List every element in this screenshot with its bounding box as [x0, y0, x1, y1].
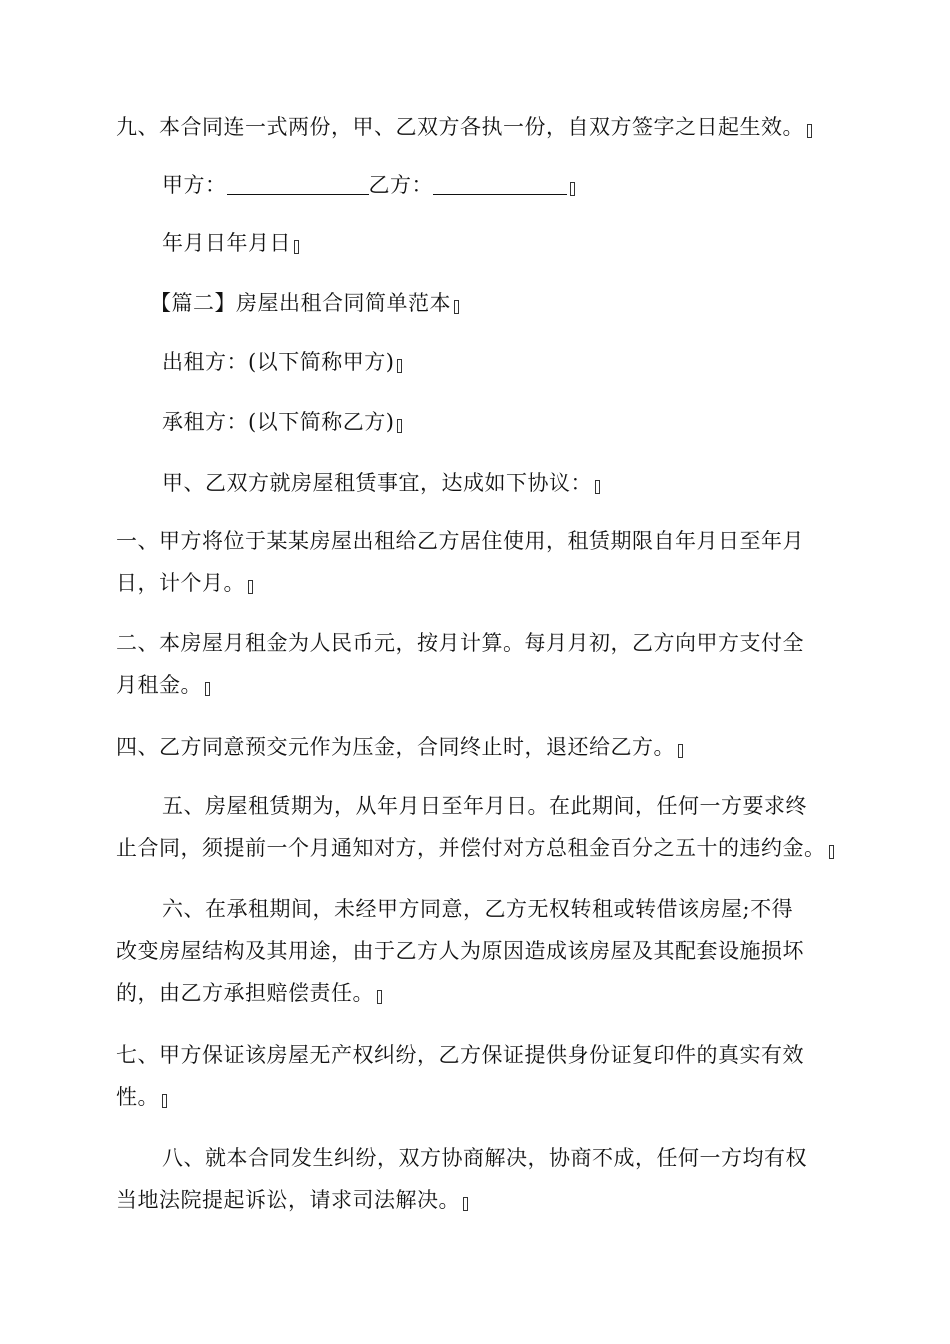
lessor-line [162, 341, 898, 383]
clause-7-line-2: 性。 [116, 1085, 159, 1109]
section-title [150, 282, 886, 324]
signature-date [162, 222, 898, 264]
clause-5-line-2: 止合同，须提前一个月通知对方，并偿付对方总租金百分之五十的违约金。 [116, 836, 826, 860]
paragraph-mark-icon [397, 359, 402, 373]
paragraph-mark-icon [829, 845, 834, 859]
intro-text: 甲、乙双方就房屋租赁事宜，达成如下协议： [162, 471, 592, 495]
clause-5-line-1: 五、房屋租赁期为，从年月日至年月日。在此期间，任何一方要求终 [162, 794, 807, 818]
clause-8-line-2: 当地法院提起诉讼，请求司法解决。 [116, 1188, 460, 1212]
clause-1-line-2: 日，计个月。 [116, 571, 245, 595]
lessor-text: 出租方：(以下简称甲方) [162, 350, 395, 374]
clause-8-line-1: 八、就本合同发生纠纷，双方协商解决，协商不成，任何一方均有权 [162, 1146, 807, 1170]
clause-2 [116, 622, 852, 706]
paragraph-mark-icon [678, 744, 683, 758]
paragraph-mark-icon [807, 124, 812, 138]
clause-4-text: 四、乙方同意预交元作为压金，合同终止时，退还给乙方。 [116, 735, 675, 759]
lessee-text: 承租方：(以下简称乙方) [162, 410, 395, 434]
intro-line [162, 462, 898, 504]
clause-5 [116, 785, 852, 869]
paragraph-mark-icon [162, 1094, 167, 1108]
paragraph-mark-icon [294, 240, 299, 254]
clause-6-line-1: 六、在承租期间，未经甲方同意，乙方无权转租或转借该房屋;不得 [162, 897, 794, 921]
signature-line [162, 164, 898, 206]
clause-1 [116, 520, 852, 604]
party-a-label: 甲方： [162, 173, 227, 197]
paragraph-mark-icon [205, 682, 210, 696]
paragraph-mark-icon [377, 990, 382, 1004]
clause-1-line-1: 一、甲方将位于某某房屋出租给乙方居住使用，租赁期限自年月日至年月 [116, 529, 804, 553]
party-b-signature-blank [433, 174, 567, 195]
clause-6-line-3: 的，由乙方承担赔偿责任。 [116, 981, 374, 1005]
paragraph-mark-icon [463, 1197, 468, 1211]
party-a-signature-blank [227, 174, 369, 195]
paragraph-mark-icon [570, 182, 575, 196]
clause-9 [116, 106, 852, 148]
clause-2-line-2: 月租金。 [116, 673, 202, 697]
clause-7-line-1: 七、甲方保证该房屋无产权纠纷，乙方保证提供身份证复印件的真实有效 [116, 1043, 804, 1067]
clause-7 [116, 1034, 852, 1118]
clause-4 [116, 726, 852, 768]
party-b-label: 乙方： [368, 173, 433, 197]
paragraph-mark-icon [248, 580, 253, 594]
paragraph-mark-icon [595, 480, 600, 494]
lessee-line [162, 401, 898, 443]
paragraph-mark-icon [397, 419, 402, 433]
clause-8 [116, 1137, 852, 1221]
clause-9-text: 九、本合同连一式两份，甲、乙双方各执一份，自双方签字之日起生效。 [116, 115, 804, 139]
clause-2-line-1: 二、本房屋月租金为人民币元，按月计算。每月月初，乙方向甲方支付全 [116, 631, 804, 655]
clause-6-line-2: 改变房屋结构及其用途，由于乙方人为原因造成该房屋及其配套设施损坏 [116, 939, 804, 963]
section-title-text: 【篇二】房屋出租合同简单范本 [150, 291, 451, 315]
paragraph-mark-icon [454, 300, 459, 314]
signature-date-text: 年月日年月日 [162, 231, 291, 255]
clause-6 [116, 888, 852, 1014]
